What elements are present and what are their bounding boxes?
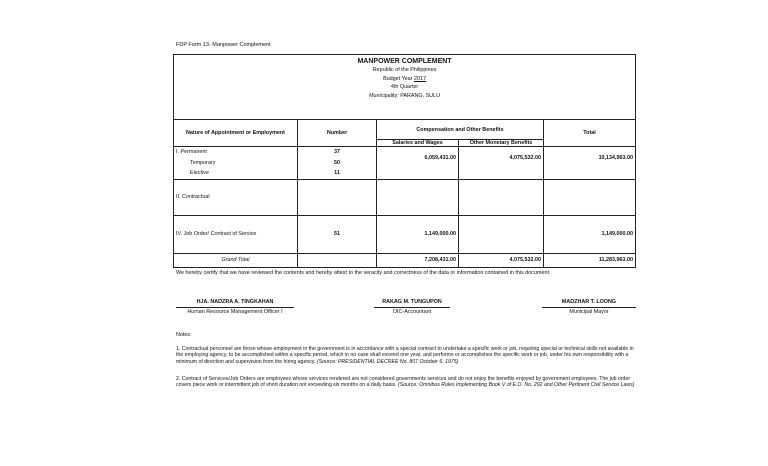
column-header-row <box>174 120 636 140</box>
note-2-text: 2. Contract of Services/Job Orders are employees whose services rendered are not considered governments services and do not enjoy the benefits enjoyed by government employees. The job order covers piece work or intermittent job of short duration not exceeding six months on a daily basis. <box>176 376 631 389</box>
signatory-hrmo <box>176 299 294 315</box>
signatory-accountant <box>374 299 450 315</box>
cell-grand-total-total: 11,283,963.00 <box>544 253 636 267</box>
manpower-table <box>173 54 636 268</box>
cell-contractual-total <box>544 179 636 215</box>
cell-job-order-number: 51 <box>298 215 377 253</box>
col-nature: Nature of Appointment or Employment <box>174 120 298 147</box>
row-job-order <box>174 215 636 253</box>
notes-label: Notes: <box>176 332 192 338</box>
note-2-source: (Source: Omnibus Rules Implementing Book V of E.O. No. 292 and Other Pertinent Civil Service Laws) <box>398 382 635 389</box>
signatory-position: OIC-Accountant <box>374 307 450 315</box>
label-elective: Elective <box>190 170 209 176</box>
budget-year-line <box>176 75 633 84</box>
cell-regular-numbers <box>298 147 377 180</box>
cell-regular-other: 4,075,532.00 <box>459 147 544 180</box>
label-temporary: Temporary <box>190 159 216 166</box>
cell-regular-salaries: 6,059,431.00 <box>377 147 459 180</box>
signatory-position: Municipal Mayor <box>542 307 636 315</box>
cell-contractual-salaries <box>377 179 459 215</box>
col-number: Number <box>298 120 377 147</box>
certification-text: We hereby certify that we have reviewed the contents and hereby attest to the veracity and correctness of the data or information contained in this document. <box>176 270 551 276</box>
cell-grand-total-other: 4,075,532.00 <box>459 253 544 267</box>
budget-year-label: Budget Year <box>383 75 413 82</box>
col-salaries: Salaries and Wages <box>377 140 459 147</box>
col-other-benefits: Other Monetary Benefits <box>459 140 544 147</box>
note-1-text: 1. Contractual personnel are those whose employment in the government is in accordance with a special contract to undertake a specific work or job, requiring special or technical skills not available in the employing agency, to be accomplished within a specific period, which in no case shall exceed one year, and performs or accomplishes the specific work or job, under his own responsibility with a minimum of direction and supervision from the hiring agency. <box>176 346 634 365</box>
republic-label: Republic of the Philippines <box>372 67 437 73</box>
cell-job-order-other <box>459 215 544 253</box>
cell-grand-total-label: Grand Total <box>174 253 298 267</box>
cell-contractual-label: II. Contractual <box>174 179 298 215</box>
signatory-name: HJA. NADZRA A. TINGKAHAN <box>196 299 274 305</box>
col-compensation: Compensation and Other Benefits <box>377 120 544 140</box>
signatory-name: RAKAG M. TUNGUPON <box>382 299 442 305</box>
form-title: MANPOWER COMPLEMENT <box>357 58 452 65</box>
form-header <box>174 55 636 120</box>
label-permanent: I. Permanent <box>176 149 207 155</box>
cell-grand-total-salaries: 7,208,431.00 <box>377 253 459 267</box>
municipality-label: Municipality: PARANG, SULU <box>369 92 440 99</box>
cell-contractual-number <box>298 179 377 215</box>
number-temporary: 50 <box>334 159 340 166</box>
note-job-order <box>176 376 638 389</box>
signatory-mayor <box>542 299 636 315</box>
cell-regular-labels <box>174 147 298 180</box>
row-regular <box>174 147 636 180</box>
number-permanent: 37 <box>334 149 340 155</box>
quarter-label: 4th Quarter <box>390 84 419 91</box>
cell-job-order-label: IV. Job Order/ Contract of Service <box>174 215 298 253</box>
header-row <box>174 55 636 120</box>
col-total: Total <box>544 120 636 147</box>
signatory-position: Human Resource Management Officer I <box>176 307 294 315</box>
note-contractual <box>176 346 638 365</box>
row-contractual <box>174 179 636 215</box>
row-grand-total <box>174 253 636 267</box>
cell-grand-total-number <box>298 253 377 267</box>
cell-job-order-salaries: 1,149,000.00 <box>377 215 459 253</box>
number-elective: 11 <box>334 170 340 176</box>
cell-contractual-other <box>459 179 544 215</box>
budget-year-value: 2017 <box>413 75 426 82</box>
signatory-name: MADZHAR T. LOONG <box>561 299 617 305</box>
cell-job-order-total: 1,149,000.00 <box>544 215 636 253</box>
form-id: FDP Form 13- Manpower Complement <box>176 42 271 48</box>
note-1-source: (Source: PRESIDENTIAL DECREE No. 807 October 6, 1975) <box>316 358 459 365</box>
cell-regular-total: 10,134,963.00 <box>544 147 636 180</box>
